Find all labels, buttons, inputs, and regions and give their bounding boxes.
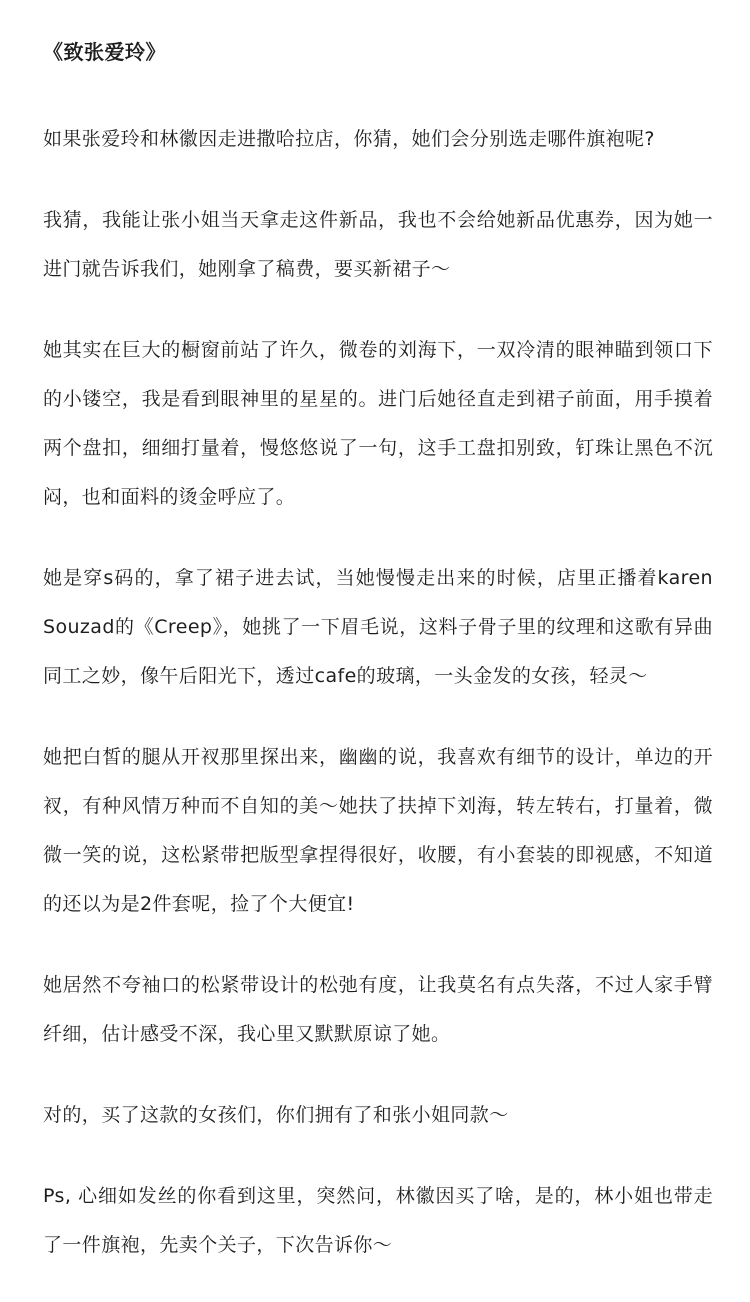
paragraph-2: 我猜，我能让张小姐当天拿走这件新品，我也不会给她新品优惠券，因为她一进门就告诉我们，她刚拿了稿费，要买新裙子～ xyxy=(43,209,713,280)
paragraph-6: 她居然不夸袖口的松紧带设计的松弛有度，让我莫名有点失落，不过人家手臂纤细，估计感受不深，我心里又默默原谅了她。 xyxy=(43,974,713,1045)
article-title: 《致张爱玲》 xyxy=(43,40,166,64)
paragraph-5: 她把白皙的腿从开衩那里探出来，幽幽的说，我喜欢有细节的设计，单边的开衩，有种风情万种而不自知的美～她扶了扶掉下刘海，转左转右，打量着，微微一笑的说，这松紧带把版型拿捏得很好，收腰，有小套装的即视感，不知道的还以为是2件套呢，捡了个大便宜! xyxy=(43,746,713,915)
paragraph-7: 对的，买了这款的女孩们，你们拥有了和张小姐同款～ xyxy=(43,1104,509,1126)
paragraph-1: 如果张爱玲和林徽因走进撒哈拉店，你猜，她们会分别选走哪件旗袍呢? xyxy=(43,128,655,150)
article xyxy=(43,30,713,1302)
paragraph-4: 她是穿s码的，拿了裙子进去试，当她慢慢走出来的时候，店里正播着karen Souzad的《Creep》，她挑了一下眉毛说，这料子骨子里的纹理和这歌有异曲同工之妙，像午后阳光下，透过cafe的玻璃，一头金发的女孩，轻灵～ xyxy=(43,567,713,687)
paragraph-8: Ps, 心细如发丝的你看到这里，突然问，林徽因买了啥，是的，林小姐也带走了一件旗袍，先卖个关子，下次告诉你～ xyxy=(43,1185,713,1256)
paragraph-3: 她其实在巨大的橱窗前站了许久，微卷的刘海下，一双冷清的眼神瞄到领口下的小镂空，我是看到眼神里的星星的。进门后她径直走到裙子前面，用手摸着两个盘扣，细细打量着，慢悠悠说了一句，这手工盘扣别致，钉珠让黑色不沉闷，也和面料的烫金呼应了。 xyxy=(43,339,713,508)
